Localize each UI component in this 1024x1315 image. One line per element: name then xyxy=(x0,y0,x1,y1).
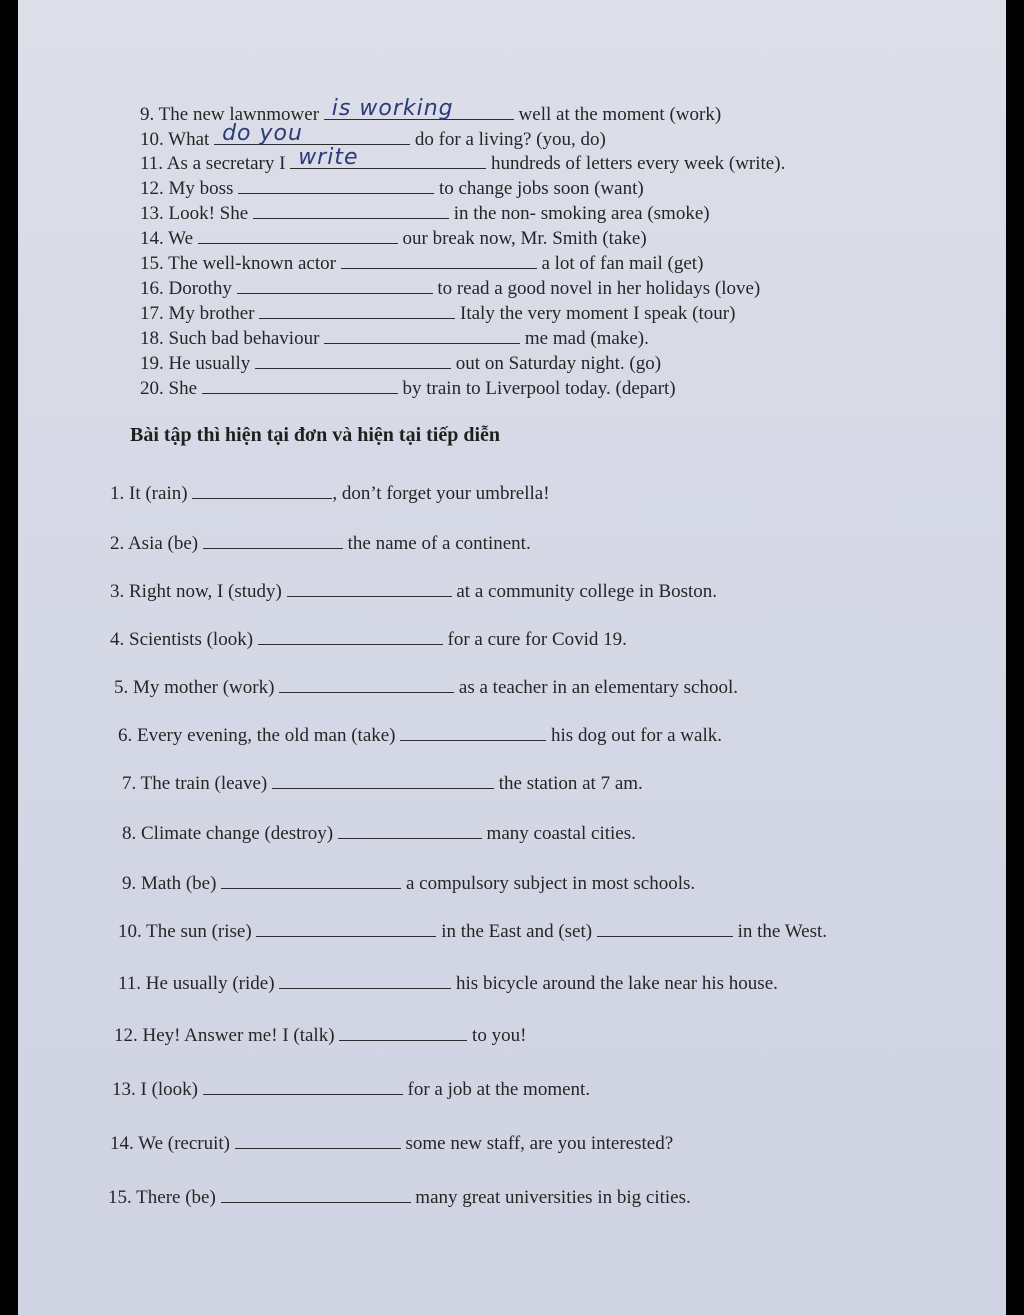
item-prompt: 15. The well-known actor xyxy=(140,253,336,274)
exercise-item xyxy=(118,918,827,943)
item-prompt: 10. What xyxy=(140,129,210,150)
item-middle: in the East and (set) xyxy=(441,921,593,942)
exercise-item xyxy=(140,175,644,200)
item-rest: a compulsory subject in most schools. xyxy=(405,873,696,894)
exercise-item xyxy=(114,1022,526,1047)
answer-blank[interactable] xyxy=(339,1022,467,1041)
exercise-item xyxy=(140,300,735,325)
answer-blank[interactable] xyxy=(214,121,410,146)
item-prompt: 10. The sun (rise) xyxy=(118,921,252,942)
item-prompt: 4. Scientists (look) xyxy=(110,629,254,650)
item-rest: for a job at the moment. xyxy=(407,1079,591,1100)
item-prompt: 11. As a secretary I xyxy=(140,153,286,174)
item-prompt: 5. My mother (work) xyxy=(114,677,275,698)
item-prompt: 14. We (recruit) xyxy=(110,1133,230,1154)
answer-blank[interactable] xyxy=(221,1184,411,1203)
item-rest: hundreds of letters every week (write). xyxy=(490,153,786,174)
item-rest: many great universities in big cities. xyxy=(415,1187,691,1208)
item-prompt: 18. Such bad behaviour xyxy=(140,328,320,349)
item-rest: , don’t forget your umbrella! xyxy=(332,483,550,504)
item-prompt: 3. Right now, I (study) xyxy=(110,581,282,602)
item-prompt: 2. Asia (be) xyxy=(110,533,199,554)
answer-blank[interactable] xyxy=(238,175,434,194)
answer-blank[interactable] xyxy=(255,350,451,369)
item-rest: many coastal cities. xyxy=(486,823,636,844)
exercise-item xyxy=(140,121,606,151)
answer-blank[interactable] xyxy=(259,300,455,319)
item-rest: by train to Liverpool today. (depart) xyxy=(402,378,676,399)
exercise-item xyxy=(140,350,661,375)
item-rest: to read a good novel in her holidays (love) xyxy=(437,278,761,299)
answer-blank[interactable] xyxy=(192,480,332,499)
answer-blank[interactable] xyxy=(198,225,398,244)
item-rest: his dog out for a walk. xyxy=(551,725,722,746)
answer-blank[interactable] xyxy=(253,200,449,219)
exercise-item xyxy=(110,1130,673,1155)
exercise-item xyxy=(140,200,710,225)
exercise-item xyxy=(140,275,760,300)
answer-blank[interactable] xyxy=(203,530,343,549)
answer-blank[interactable] xyxy=(221,870,401,889)
item-rest: for a cure for Covid 19. xyxy=(447,629,627,650)
exercise-item xyxy=(140,250,703,275)
exercise-item xyxy=(112,1076,590,1101)
item-prompt: 8. Climate change (destroy) xyxy=(122,823,334,844)
item-prompt: 20. She xyxy=(140,378,197,399)
item-rest: his bicycle around the lake near his house. xyxy=(456,973,778,994)
item-prompt: 9. The new lawnmower xyxy=(140,104,320,125)
answer-blank[interactable] xyxy=(338,820,482,839)
answer-blank[interactable] xyxy=(202,375,398,394)
exercise-item xyxy=(140,375,676,400)
exercise-item xyxy=(122,770,643,795)
item-prompt: 19. He usually xyxy=(140,353,251,374)
item-rest: a lot of fan mail (get) xyxy=(541,253,704,274)
item-rest: at a community college in Boston. xyxy=(456,581,718,602)
answer-blank[interactable] xyxy=(400,722,546,741)
answer-blank[interactable] xyxy=(256,918,436,937)
item-rest: to change jobs soon (want) xyxy=(438,178,644,199)
item-prompt: 13. I (look) xyxy=(112,1079,199,1100)
section-heading: Bài tập thì hiện tại đơn và hiện tại tiếp diễn xyxy=(130,424,501,446)
item-rest: the name of a continent. xyxy=(347,533,531,554)
answer-blank[interactable] xyxy=(279,970,451,989)
item-prompt: 12. My boss xyxy=(140,178,234,199)
item-rest: our break now, Mr. Smith (take) xyxy=(402,228,647,249)
item-prompt: 7. The train (leave) xyxy=(122,773,268,794)
exercise-item xyxy=(110,530,531,555)
exercise-item xyxy=(140,145,786,175)
exercise-item xyxy=(110,480,550,505)
answer-blank[interactable] xyxy=(287,578,452,597)
item-rest: to you! xyxy=(472,1025,527,1046)
answer-blank[interactable] xyxy=(341,250,537,269)
item-rest: in the West. xyxy=(737,921,828,942)
item-prompt: 1. It (rain) xyxy=(110,483,188,504)
answer-blank[interactable] xyxy=(597,918,733,937)
answer-blank[interactable] xyxy=(324,325,520,344)
handwritten-answer: write xyxy=(298,145,359,170)
exercise-item xyxy=(114,674,738,699)
answer-blank[interactable] xyxy=(324,96,514,121)
item-rest: in the non- smoking area (smoke) xyxy=(453,203,710,224)
worksheet-page xyxy=(18,0,1006,1315)
exercise-item xyxy=(110,626,627,651)
item-prompt: 14. We xyxy=(140,228,194,249)
item-prompt: 12. Hey! Answer me! I (talk) xyxy=(114,1025,335,1046)
item-rest: some new staff, are you interested? xyxy=(405,1133,674,1154)
answer-blank[interactable] xyxy=(279,674,454,693)
exercise-item xyxy=(110,578,717,603)
item-prompt: 17. My brother xyxy=(140,303,255,324)
exercise-item xyxy=(140,325,649,350)
answer-blank[interactable] xyxy=(258,626,443,645)
exercise-item xyxy=(122,820,636,845)
item-rest: do for a living? (you, do) xyxy=(414,129,606,150)
item-rest: me mad (make). xyxy=(524,328,649,349)
answer-blank[interactable] xyxy=(290,145,486,170)
exercise-item xyxy=(118,970,778,995)
exercise-item xyxy=(118,722,722,747)
item-prompt: 13. Look! She xyxy=(140,203,249,224)
item-rest: well at the moment (work) xyxy=(518,104,722,125)
item-rest: out on Saturday night. (go) xyxy=(455,353,662,374)
item-prompt: 6. Every evening, the old man (take) xyxy=(118,725,396,746)
exercise-item xyxy=(122,870,695,895)
item-prompt: 15. There (be) xyxy=(108,1187,216,1208)
answer-blank[interactable] xyxy=(203,1076,403,1095)
item-rest: Italy the very moment I speak (tour) xyxy=(460,303,736,324)
item-prompt: 11. He usually (ride) xyxy=(118,973,275,994)
handwritten-answer: is working xyxy=(331,96,454,121)
answer-blank[interactable] xyxy=(237,275,433,294)
handwritten-answer: do you xyxy=(222,121,303,146)
item-rest: as a teacher in an elementary school. xyxy=(458,677,738,698)
exercise-item xyxy=(140,225,647,250)
item-prompt: 9. Math (be) xyxy=(122,873,217,894)
exercise-item xyxy=(108,1184,691,1209)
item-prompt: 16. Dorothy xyxy=(140,278,232,299)
answer-blank[interactable] xyxy=(235,1130,401,1149)
answer-blank[interactable] xyxy=(272,770,494,789)
item-rest: the station at 7 am. xyxy=(498,773,643,794)
